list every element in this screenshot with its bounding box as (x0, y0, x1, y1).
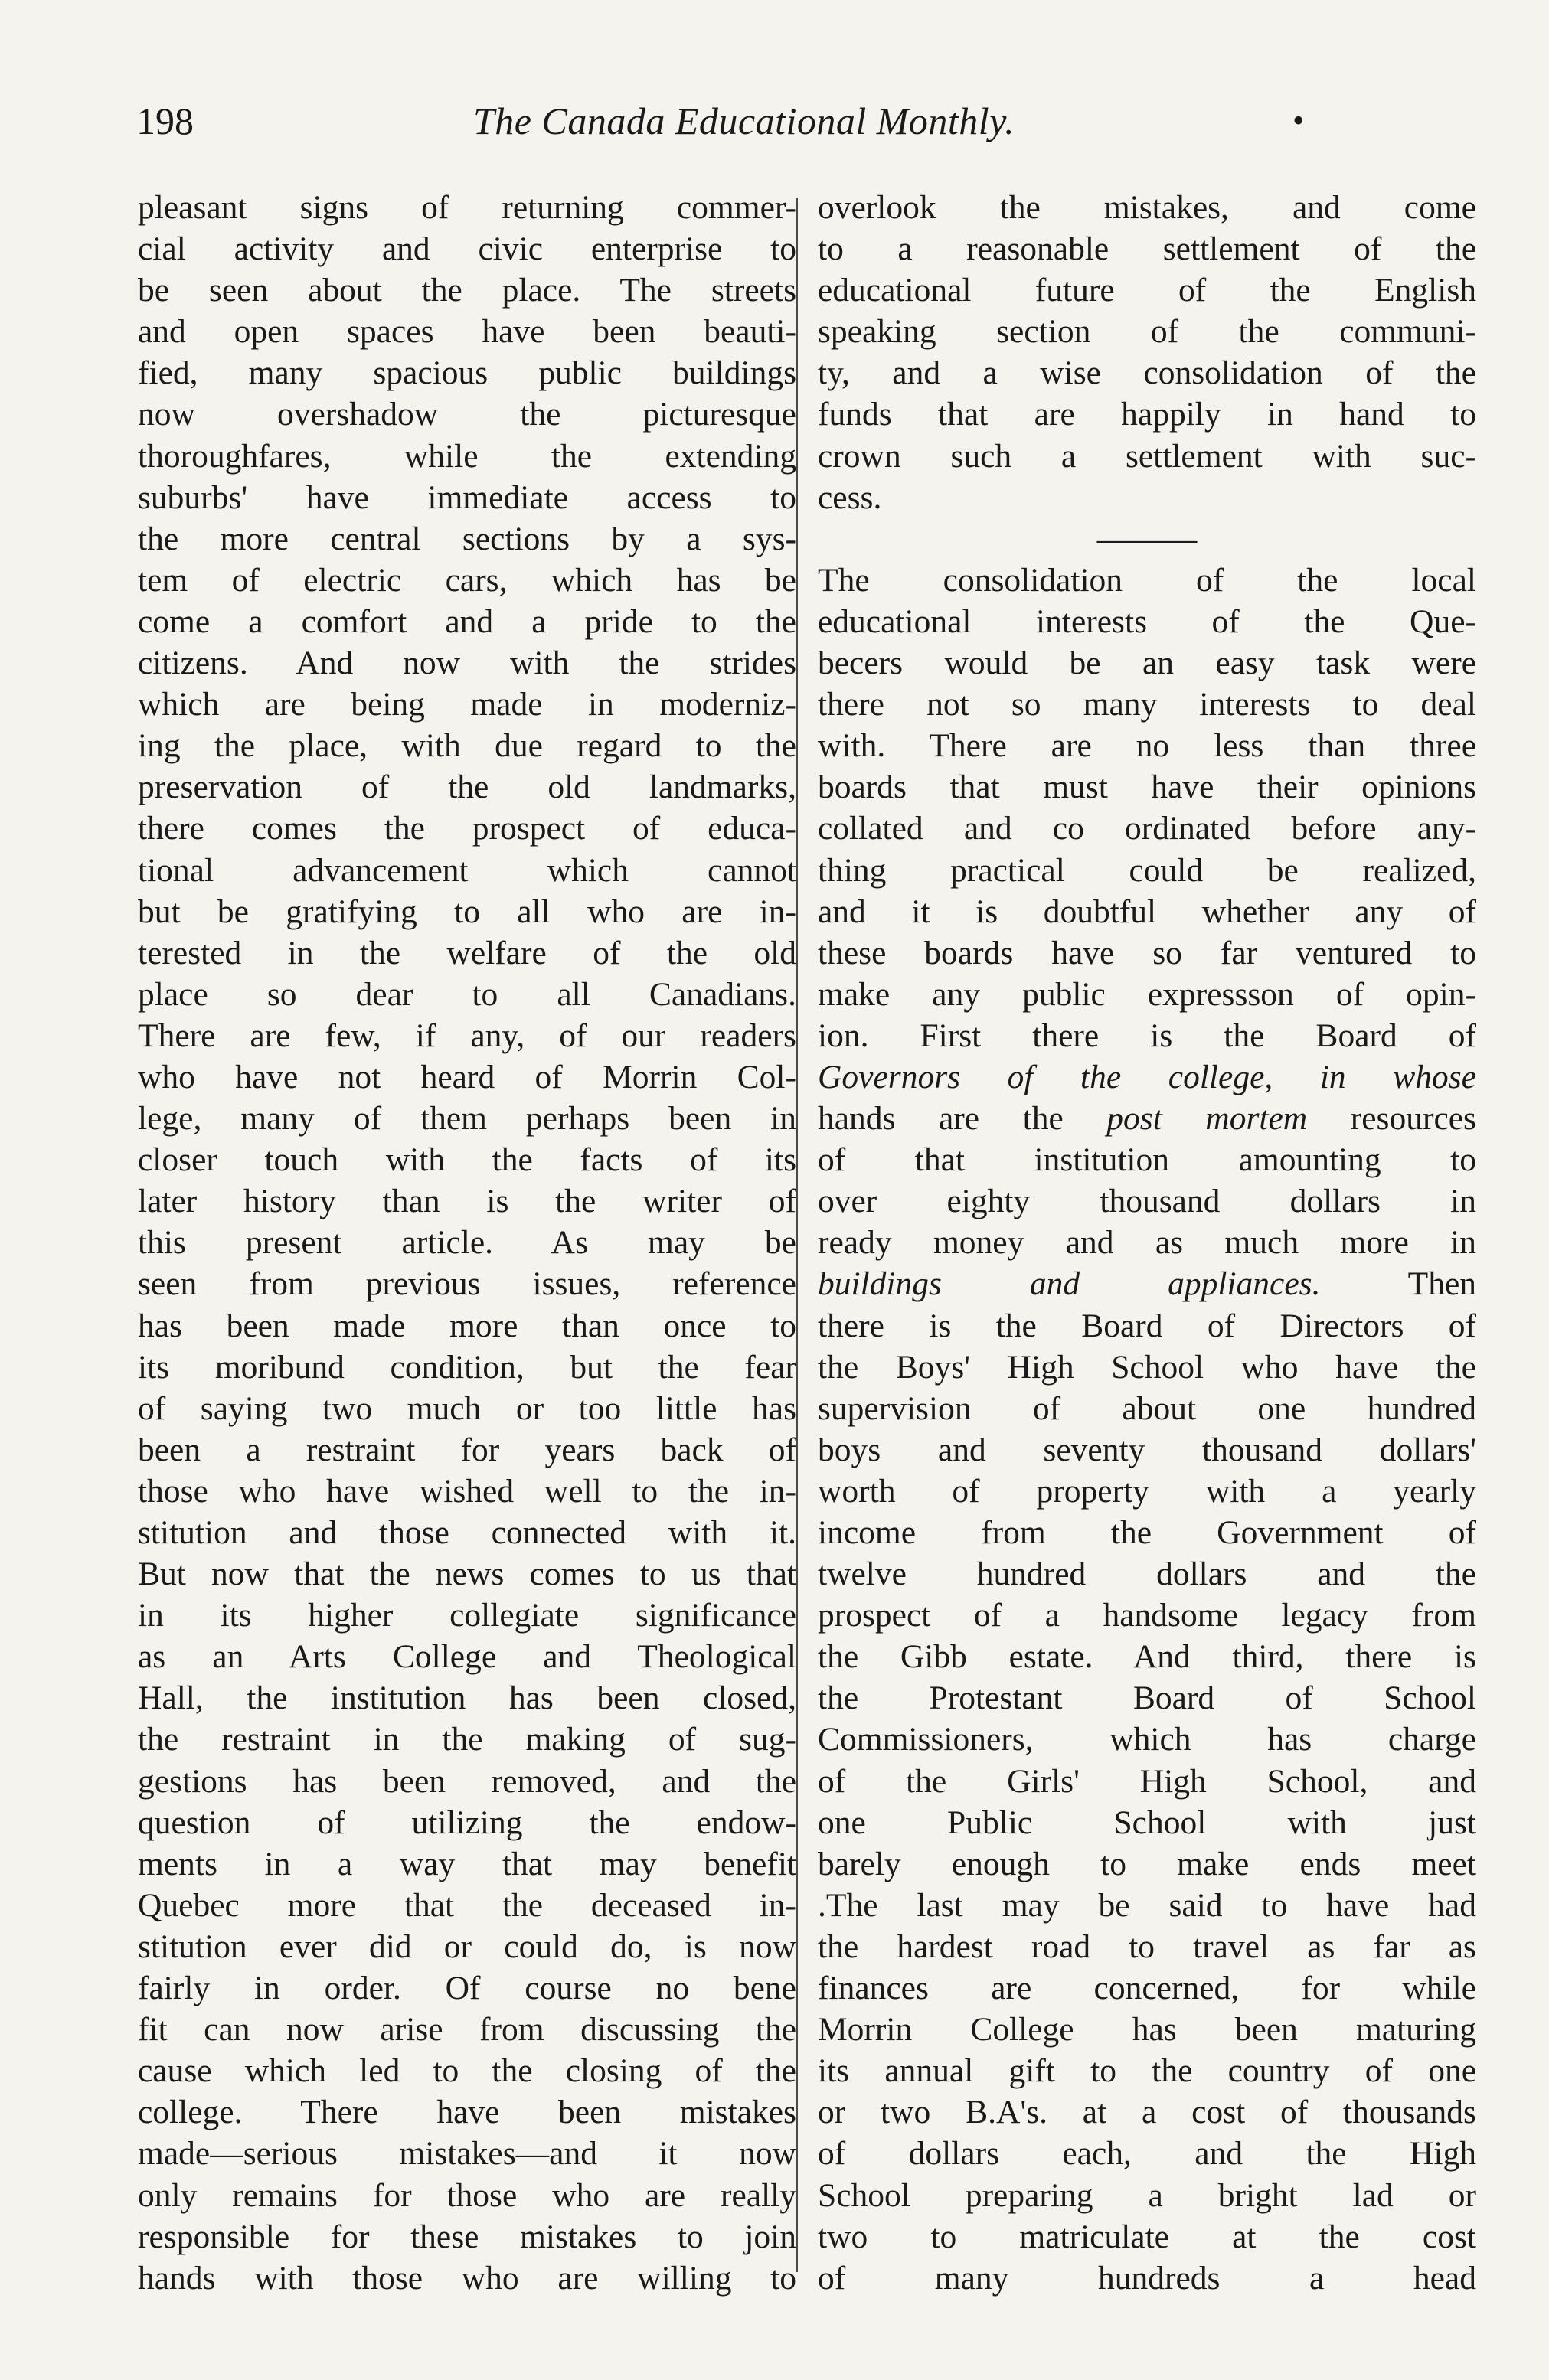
left-column-line: responsible for these mistakes to join (138, 2218, 796, 2255)
right-column-line: and it is doubtful whether any of (818, 893, 1476, 930)
right-column-line: crown such a settlement with suc- (818, 437, 1476, 475)
right-column-line: there is the Board of Directors of (818, 1307, 1476, 1344)
left-column-line: as an Arts College and Theological (138, 1638, 796, 1676)
right-column-line: one Public School with just (818, 1804, 1476, 1841)
left-column-line: fairly in order. Of course no bene (138, 1970, 796, 2007)
left-column-line: seen from previous issues, reference (138, 1265, 796, 1303)
left-column-line: and open spaces have been beauti- (138, 313, 796, 351)
right-column-line: ion. First there is the Board of (818, 1017, 1476, 1054)
right-column-line: the Boys' High School who have the (818, 1348, 1476, 1386)
left-column-line: be seen about the place. The streets (138, 272, 796, 309)
left-column-line: lege, many of them perhaps been in (138, 1100, 796, 1138)
left-column-line: place so dear to all Canadians. (138, 975, 796, 1013)
left-column-line: who have not heard of Morrin Col- (138, 1058, 796, 1095)
left-column-line: preservation of the old landmarks, (138, 769, 796, 806)
right-column-line: the Protestant Board of School (818, 1680, 1476, 1717)
left-column-line: but be gratifying to all who are in- (138, 893, 796, 930)
right-column-line: over eighty thousand dollars in (818, 1183, 1476, 1220)
left-column-line: But now that the news comes to us that (138, 1556, 796, 1593)
right-column (818, 187, 1476, 2299)
right-column-line: educational interests of the Que- (818, 602, 1476, 640)
left-column-line: Quebec more that the deceased in- (138, 1886, 796, 1924)
left-column-line: stitution ever did or could do, is now (138, 1928, 796, 1965)
right-column-line: prospect of a handsome legacy from (818, 1597, 1476, 1634)
left-column-line: terested in the welfare of the old (138, 934, 796, 971)
right-column-line: its annual gift to the country of one (818, 2052, 1476, 2090)
left-column-line: now overshadow the picturesque (138, 396, 796, 433)
left-column-line: tem of electric cars, which has be (138, 561, 796, 599)
right-column-line: collated and co ordinated before any- (818, 810, 1476, 847)
right-column-line: thing practical could be realized, (818, 851, 1476, 889)
right-column-line: .The last may be said to have had (818, 1886, 1476, 1924)
right-column-line: cess. (818, 478, 882, 516)
column-divider (796, 198, 798, 2272)
text-run: Governors of the college, in whose (818, 1058, 1476, 1095)
right-column-line: boards that must have their opinions (818, 769, 1476, 806)
right-column-line: Commissioners, which has charge (818, 1721, 1476, 1758)
right-column-line: with. There are no less than three (818, 727, 1476, 765)
left-column-line: pleasant signs of returning commer- (138, 189, 796, 226)
right-column-line: becers would be an easy task were (818, 645, 1476, 682)
page-number: 198 (136, 100, 194, 142)
right-column-line: The consolidation of the local (818, 561, 1476, 599)
right-column-line: of the Girls' High School, and (818, 1762, 1476, 1800)
left-column-line: Hall, the institution has been closed, (138, 1680, 796, 1717)
right-column-line: ty, and a wise consolidation of the (818, 354, 1476, 392)
right-column-line: there not so many interests to deal (818, 686, 1476, 723)
right-column-line: to a reasonable settlement of the (818, 230, 1476, 268)
left-column-line: in its higher collegiate significance (138, 1597, 796, 1634)
right-column-line: finances are concerned, for while (818, 1970, 1476, 2007)
left-column-line: hands with those who are willing to (138, 2259, 796, 2297)
left-column-line: fied, many spacious public buildings (138, 354, 796, 392)
right-column-line: make any public expressson of opin- (818, 975, 1476, 1013)
right-column-line: supervision of about one hundred (818, 1389, 1476, 1427)
left-column-line: suburbs' have immediate access to (138, 478, 796, 516)
left-column-line: the more central sections by a sys- (138, 520, 796, 557)
right-column-line (818, 1263, 1476, 1304)
right-column-line: ready money and as much more in (818, 1224, 1476, 1262)
left-column-line: there comes the prospect of educa- (138, 810, 796, 847)
text-run: hands are the (818, 1100, 1107, 1138)
left-column-line: fit can now arise from discussing the (138, 2011, 796, 2049)
left-column-line: cause which led to the closing of the (138, 2052, 796, 2090)
section-separator: ——— (1096, 520, 1198, 557)
left-column-line: been a restraint for years back of (138, 1431, 796, 1468)
right-column-line: Morrin College has been maturing (818, 2011, 1476, 2049)
left-column-line: question of utilizing the endow- (138, 1804, 796, 1841)
right-column-line: funds that are happily in hand to (818, 396, 1476, 433)
right-column-line: the hardest road to travel as far as (818, 1928, 1476, 1965)
left-column-line: college. There have been mistakes (138, 2094, 796, 2131)
right-column-line: of many hundreds a head (818, 2259, 1476, 2297)
right-column-line: or two B.A's. at a cost of thousands (818, 2094, 1476, 2131)
left-column-line: tional advancement which cannot (138, 851, 796, 889)
right-column-line: of dollars each, and the High (818, 2135, 1476, 2173)
left-column-line: ments in a way that may benefit (138, 1845, 796, 1882)
left-column (138, 187, 796, 2299)
left-column-line: which are being made in moderniz- (138, 686, 796, 723)
right-column-line: two to matriculate at the cost (818, 2218, 1476, 2255)
right-column-line (818, 1098, 1476, 1139)
right-column-line: School preparing a bright lad or (818, 2176, 1476, 2214)
text-run: Then (1320, 1265, 1477, 1303)
left-column-line: cial activity and civic enterprise to (138, 230, 796, 268)
text-run: buildings and appliances. (818, 1265, 1321, 1303)
left-column-line: stitution and those connected with it. (138, 1514, 796, 1551)
left-column-line: of saying two much or too little has (138, 1389, 796, 1427)
right-column-line: of that institution amounting to (818, 1141, 1476, 1179)
left-column-line: this present article. As may be (138, 1224, 796, 1262)
left-column-line: has been made more than once to (138, 1307, 796, 1344)
left-column-line: its moribund condition, but the fear (138, 1348, 796, 1386)
right-column-line: barely enough to make ends meet (818, 1845, 1476, 1882)
header-mark: • (1292, 102, 1305, 139)
text-run: resources (1307, 1100, 1476, 1138)
right-column-line: worth of property with a yearly (818, 1472, 1476, 1510)
right-column-line: twelve hundred dollars and the (818, 1556, 1476, 1593)
right-column-line: these boards have so far ventured to (818, 934, 1476, 971)
left-column-line: come a comfort and a pride to the (138, 602, 796, 640)
left-column-line: closer touch with the facts of its (138, 1141, 796, 1179)
left-column-line: the restraint in the making of sug- (138, 1721, 796, 1758)
text-run: post mortem (1106, 1100, 1308, 1138)
page-header (136, 90, 1469, 152)
running-title: The Canada Educational Monthly. (473, 100, 1015, 142)
left-column-line: only remains for those who are really (138, 2176, 796, 2214)
right-column-line: overlook the mistakes, and come (818, 189, 1476, 226)
left-column-line: citizens. And now with the strides (138, 645, 796, 682)
right-column-line: income from the Government of (818, 1514, 1476, 1551)
right-column-line (818, 1056, 1476, 1098)
left-column-line: gestions has been removed, and the (138, 1762, 796, 1800)
left-column-line: thoroughfares, while the extending (138, 437, 796, 475)
left-column-line: There are few, if any, of our readers (138, 1017, 796, 1054)
left-column-line: made—serious mistakes—and it now (138, 2135, 796, 2173)
right-column-line: educational future of the English (818, 272, 1476, 309)
right-column-line: the Gibb estate. And third, there is (818, 1638, 1476, 1676)
left-column-line: those who have wished well to the in- (138, 1472, 796, 1510)
left-column-line: later history than is the writer of (138, 1183, 796, 1220)
left-column-line: ing the place, with due regard to the (138, 727, 796, 765)
right-column-line: speaking section of the communi- (818, 313, 1476, 351)
right-column-line: boys and seventy thousand dollars' (818, 1431, 1476, 1468)
